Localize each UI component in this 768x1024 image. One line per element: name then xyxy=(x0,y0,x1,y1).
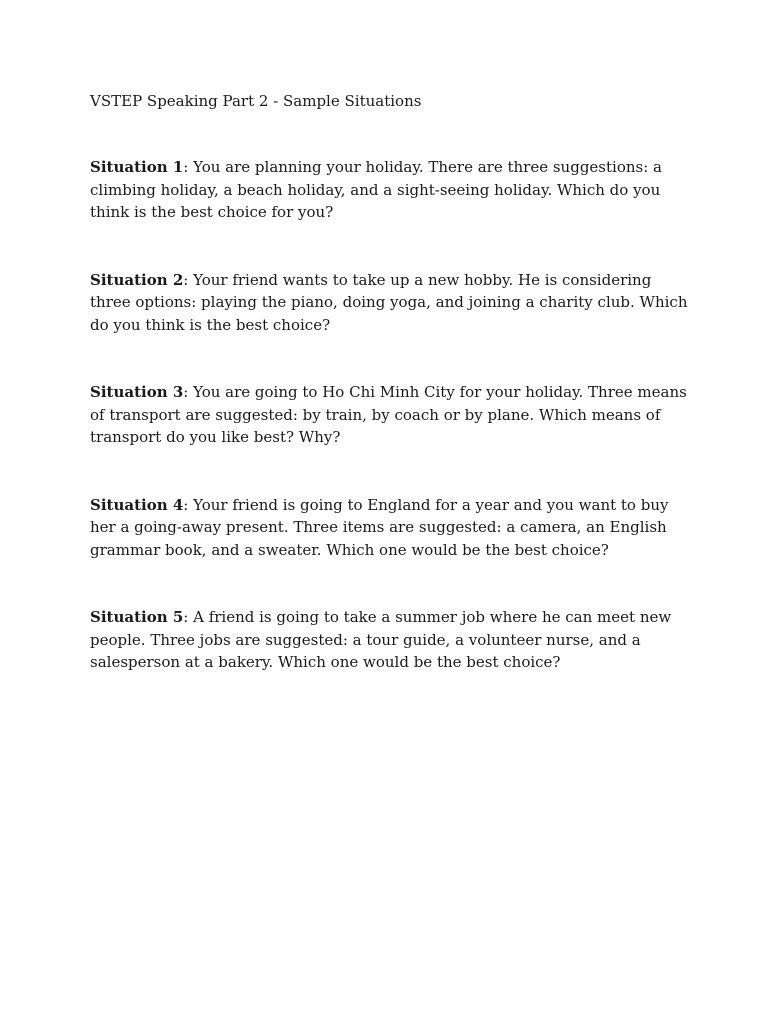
situation-1 xyxy=(90,156,690,224)
situation-2 xyxy=(90,269,690,337)
document-title: VSTEP Speaking Part 2 - Sample Situations xyxy=(90,92,422,110)
situation-label: Situation 3 xyxy=(90,383,184,401)
document-page xyxy=(90,89,690,719)
situation-text: : A friend is going to take a summer job where he can meet new people. Three jobs are suggested: a tour guide, a volunteer nurse, and a salesperson at a bakery. Which one would be the best choice? xyxy=(90,608,672,671)
situation-4 xyxy=(90,494,690,562)
situation-label: Situation 2 xyxy=(90,270,184,289)
situation-label: Situation 4 xyxy=(90,495,184,514)
situation-text: : You are going to Ho Chi Minh City for your holiday. Three means of transport are suggested: by train, by coach or by plane. Which means of transport do you like best? Why? xyxy=(90,383,687,446)
situation-label: Situation 5 xyxy=(90,608,184,626)
situation-label: Situation 1 xyxy=(90,158,184,176)
situation-text: : Your friend wants to take up a new hobby. He is considering three options: playing the piano, doing yoga, and joining a charity club. Which do you think is the best choice? xyxy=(90,270,688,334)
situation-5 xyxy=(90,606,690,674)
situation-text: : Your friend is going to England for a year and you want to buy her a going-away present. Three items are suggested: a camera, an English grammar book, and a sweater. Which one would be the best choice? xyxy=(90,495,669,559)
situation-text: : You are planning your holiday. There are three suggestions: a climbing holiday, a beach holiday, and a sight-seeing holiday. Which do you think is the best choice for you? xyxy=(90,158,662,221)
situation-3 xyxy=(90,381,690,449)
